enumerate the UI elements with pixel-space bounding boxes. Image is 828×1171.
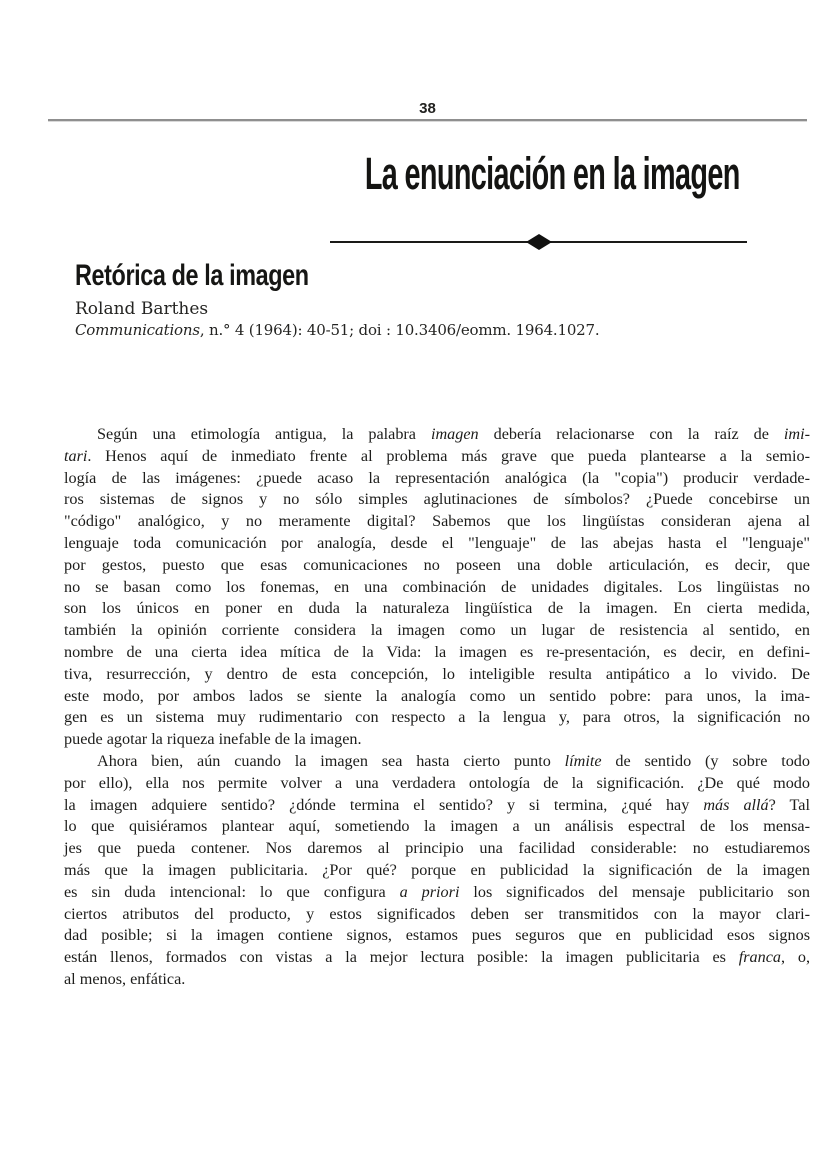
page-number: 38 [419,100,436,117]
paragraph [64,751,810,991]
body-line: gen es un sistema muy rudimentario con respecto a la lengua y, para otros, la significación no [64,708,810,727]
body-line: también la opinión corriente considera la imagen como un lugar de resistencia al sentido, en [64,621,810,640]
body-line: "código" analógico, y no meramente digital? Sabemos que los lingüístas consideran ajena al [64,512,810,531]
body-line: jes que pueda contener. Nos daremos al principio una facilidad considerable: no estudiaremos [64,839,810,858]
body-line: lo que quisiéramos plantear aquí, sometiendo la imagen a un análisis espectral de los mensa- [64,817,810,836]
body-line: son los únicos en poner en duda la naturaleza lingüística de la imagen. En cierta medida, [64,599,810,618]
body-line: puede agotar la riqueza inefable de la imagen. [64,730,362,749]
body-line: dad posible; si la imagen contiene signos, estamos pues seguros que en publicidad esos signos [64,926,810,945]
citation-journal-name: Communications [75,321,200,339]
body-line: ros sistemas de signos y no sólo simples aglutinaciones de símbolos? ¿Puede concebirse un [64,490,810,509]
body-line: es sin duda intencional: lo que configura a priori los significados del mensaje publicitario son [64,882,810,901]
body-line: están llenos, formados con vistas a la mejor lectura posible: la imagen publicitaria es franca, o, [64,948,810,967]
article-title: Retórica de la imagen [75,259,309,292]
body-line: no se basan como los fonemas, en una combinación de unidades digitales. Los lingüistas no [64,577,810,596]
body-line: tiva, resurrección, y dentro de esta concepción, lo inteligible resulta antipático a lo vivido. De [64,664,810,683]
body-line: este modo, por ambos lados se siente la analogía como un sentido pobre: para unos, la ima- [64,686,810,705]
body-line: por gestos, puesto que esas comunicaciones no poseen una doble articulación, es decir, que [64,555,810,574]
body-line: la imagen adquiere sentido? ¿dónde termina el sentido? y si termina, ¿qué hay más allá? Tal [64,795,810,814]
paragraph [64,424,810,751]
diamond-icon [526,234,552,250]
body-line: tari. Henos aquí de inmediato frente al problema más grave que pueda plantearse a la semio- [64,446,810,465]
section-divider-rule [330,241,747,243]
header-rule [48,119,807,122]
article-author: Roland Barthes [75,299,209,319]
body-line: al menos, enfática. [64,969,186,988]
body-line: Ahora bien, aún cuando la imagen sea hasta cierto punto límite de sentido (y sobre todo [97,751,810,770]
citation-details: , n.° 4 (1964): 40-51; doi : 10.3406/eomm. 1964.1027. [199,321,600,339]
article-citation [75,321,599,340]
body-line: lenguaje toda comunicación por analogía, desde el "lenguaje" de las abejas hasta el "lenguaje" [64,533,810,552]
chapter-title: La enunciación en la imagen [365,148,740,199]
body-line: Según una etimología antigua, la palabra imagen debería relacionarse con la raíz de imi- [97,425,810,443]
body-line: más que la imagen publicitaria. ¿Por qué? porque en publicidad la significación de la imagen [64,860,810,879]
body-line: por ello), ella nos permite volver a una verdadera ontología de la significación. ¿De qué modo [64,773,810,792]
body-line: logía de las imágenes: ¿puede acaso la representación analógica (la "copia") producir verdade- [64,468,810,487]
body-line: nombre de una cierta idea mítica de la Vida: la imagen es re-presentación, es decir, en defini- [64,642,810,661]
article-body [64,424,810,991]
body-line: ciertos atributos del producto, y estos significados deben ser transmitidos con la mayor clari- [64,904,810,923]
